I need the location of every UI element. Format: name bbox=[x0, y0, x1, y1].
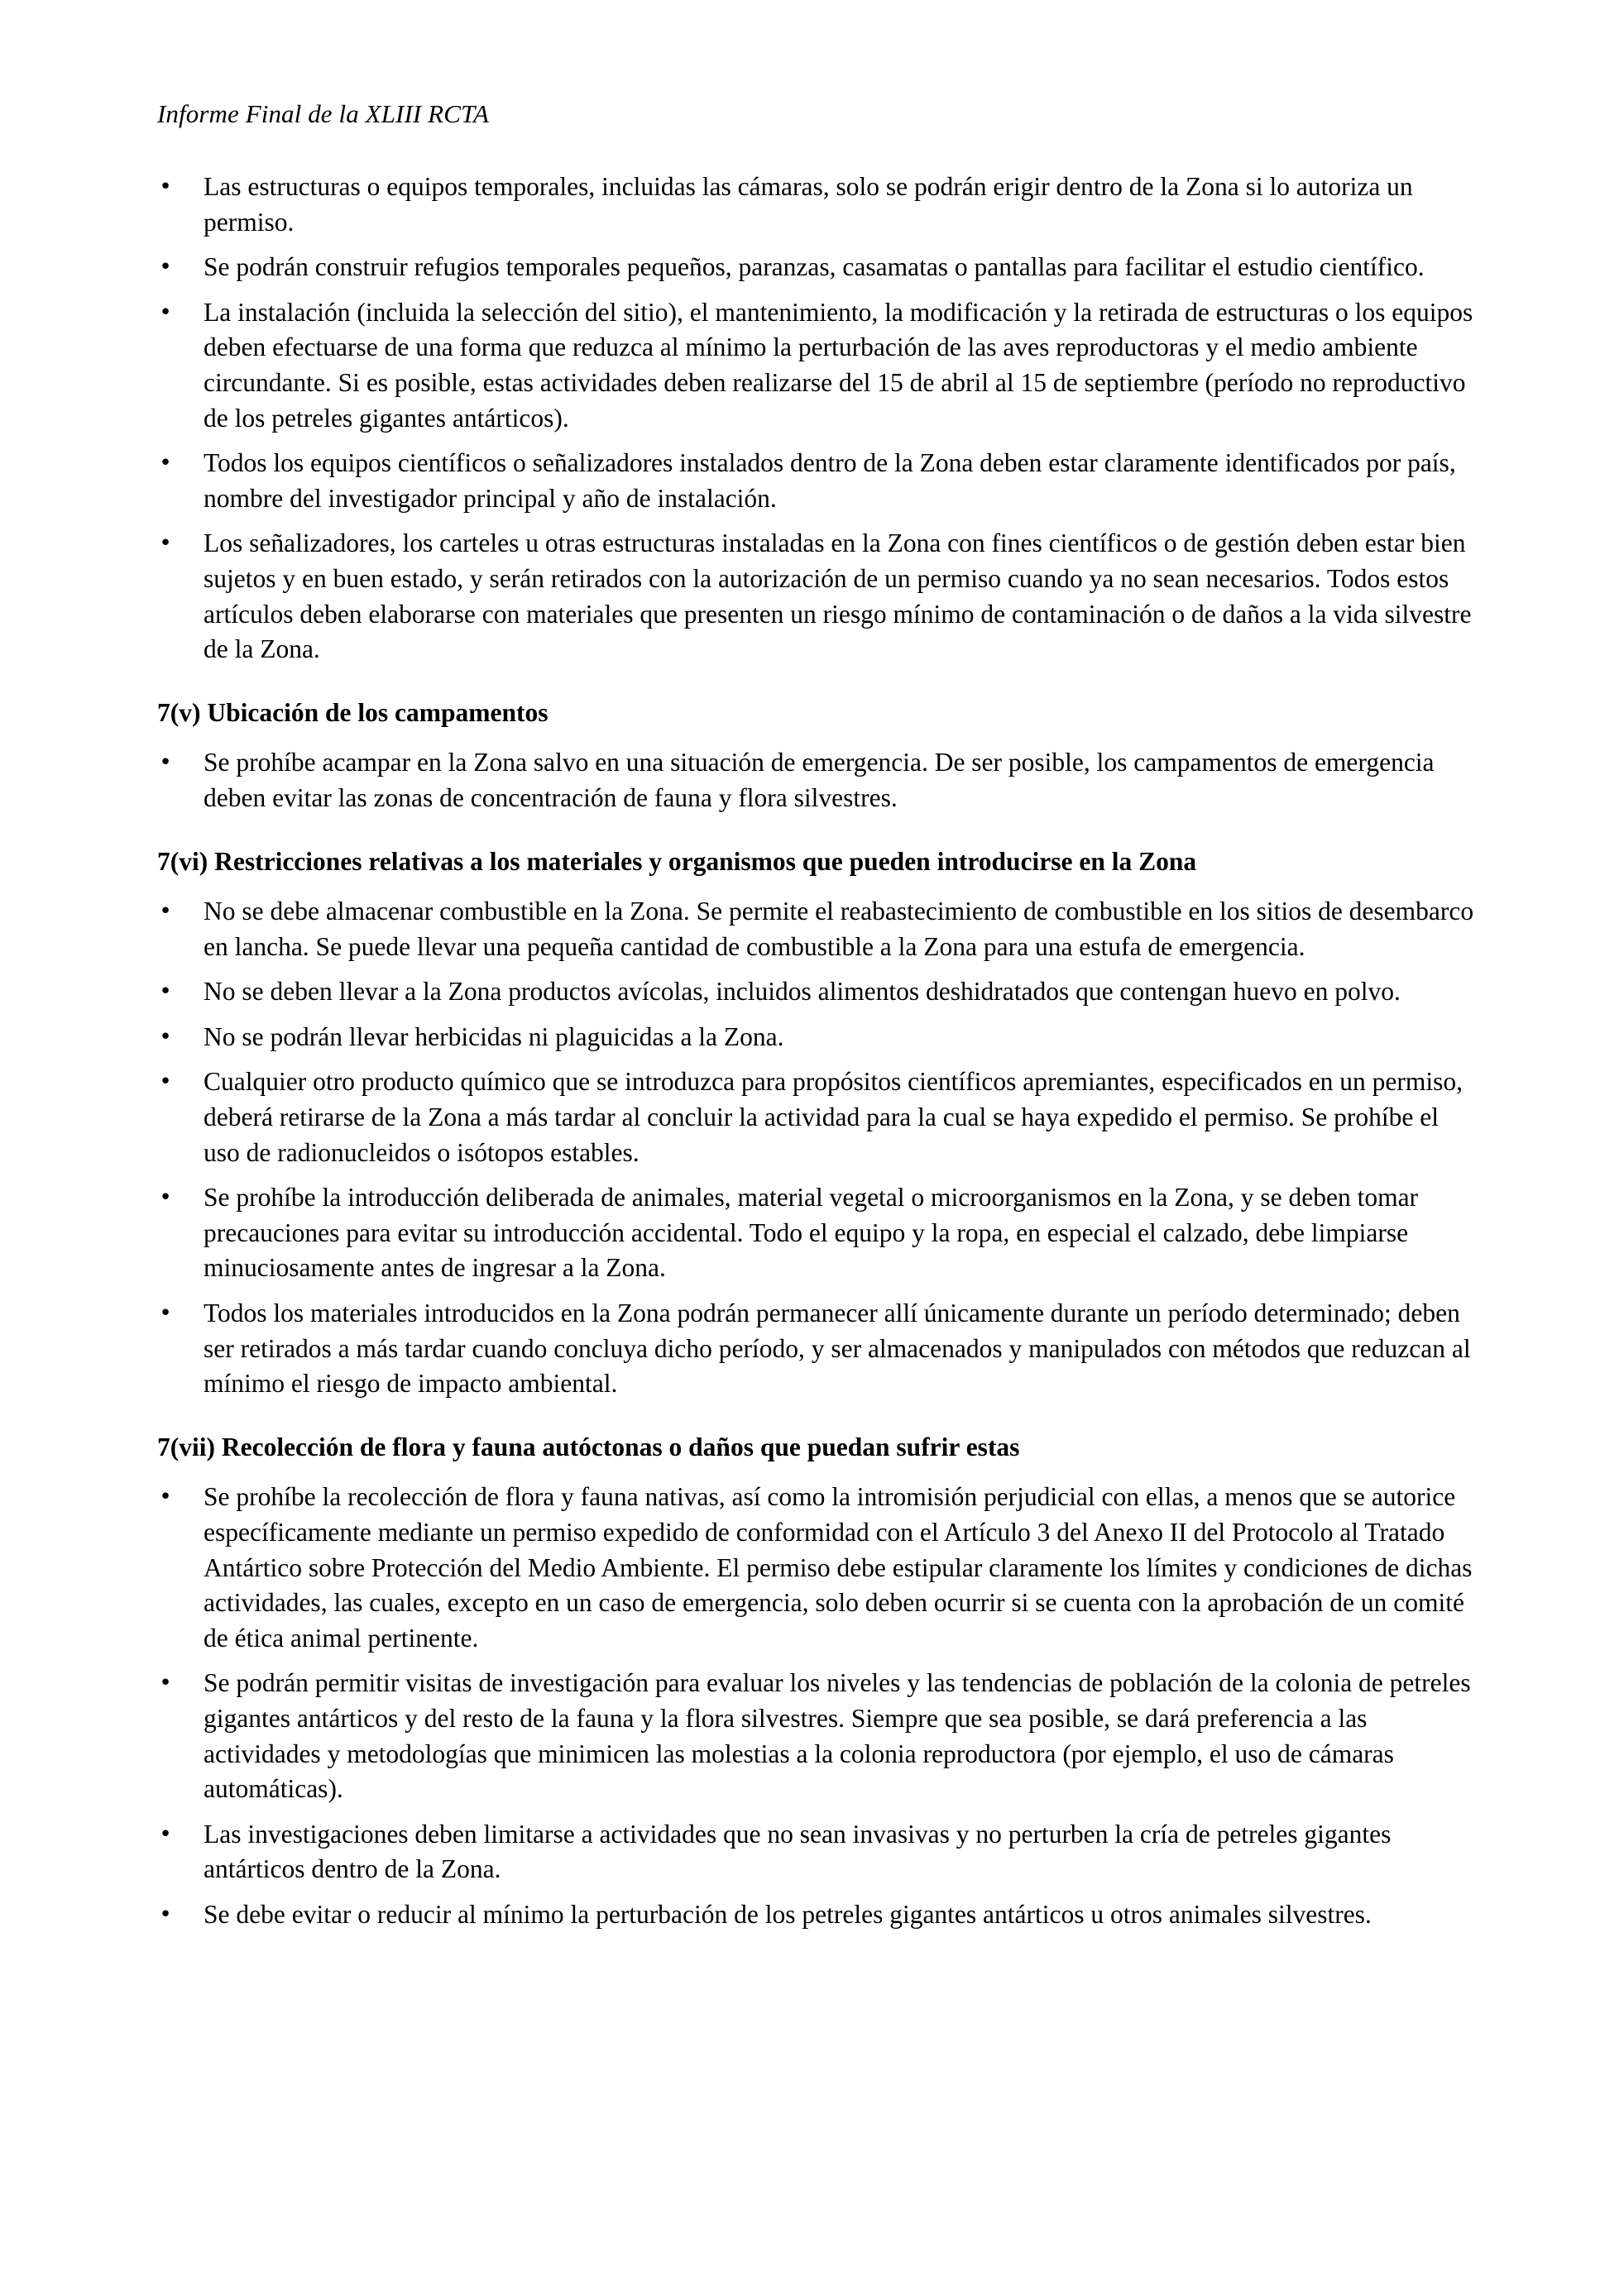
list-item-text: Se prohíbe la introducción deliberada de animales, material vegetal o microorganismos en la Zona, y se deben tomar precauciones para evitar su introducción accidental. Todo el equipo y la ropa, en especial el calzado, debe limpiarse minuciosamente antes de ingresar a la Zona. bbox=[204, 1183, 1419, 1283]
list-item bbox=[157, 1020, 1481, 1055]
list-item-text: No se deben llevar a la Zona productos avícolas, incluidos alimentos deshidratados que contengan huevo en polvo. bbox=[204, 977, 1401, 1007]
bullet-icon: • bbox=[159, 531, 172, 557]
list-item bbox=[157, 170, 1481, 240]
list-item-text: Se podrán permitir visitas de investigación para evaluar los niveles y las tendencias de población de la colonia de petreles gigantes antárticos y del resto de la fauna y la flora silvestres. Siempre que sea posible, se dará preferencia a las actividades y metodologías que minimicen las molestias a la colonia reproductora (por ejemplo, el uso de cámaras automáticas). bbox=[204, 1668, 1471, 1804]
section-materials-restrictions bbox=[157, 844, 1481, 1402]
section-structures bbox=[157, 170, 1481, 667]
list-item bbox=[157, 1666, 1481, 1806]
section-heading: 7(vi) Restricciones relativas a los materiales y organismos que pueden introducirse en la Zona bbox=[157, 846, 1197, 876]
list-item bbox=[157, 745, 1481, 816]
document-body bbox=[157, 170, 1481, 1943]
list-item-text: Todos los materiales introducidos en la Zona podrán permanecer allí únicamente durante un período determinado; deben ser retirados a más tardar cuando concluya dicho período, y ser almacenados y manipulados con métodos que reduzcan al mínimo el riesgo de impacto ambiental. bbox=[204, 1299, 1471, 1399]
list-item bbox=[157, 446, 1481, 516]
list-item bbox=[157, 1296, 1481, 1402]
bullet-icon: • bbox=[159, 899, 172, 925]
list-item bbox=[157, 1064, 1481, 1170]
bullet-icon: • bbox=[159, 175, 172, 199]
bullet-list bbox=[157, 894, 1481, 1402]
bullet-icon: • bbox=[159, 1301, 172, 1327]
list-item bbox=[157, 1817, 1481, 1887]
bullet-icon: • bbox=[159, 1485, 172, 1510]
list-item-text: Cualquier otro producto químico que se introduzca para propósitos científicos apremiantes, especificados en un permiso, deberá retirarse de la Zona a más tardar al concluir la actividad para la cual se haya expedido el permiso. Se prohíbe el uso de radionucleidos o isótopos estables. bbox=[204, 1067, 1464, 1167]
bullet-icon: • bbox=[159, 1185, 172, 1211]
list-item-text: No se debe almacenar combustible en la Zona. Se permite el reabastecimiento de combustible en los sitios de desembarco en lancha. Se puede llevar una pequeña cantidad de combustible a la Zona para una estufa de emergencia. bbox=[204, 897, 1474, 961]
list-item-text: Se prohíbe acampar en la Zona salvo en una situación de emergencia. De ser posible, los campamentos de emergencia deben evitar las zonas de concentración de fauna y flora silvestres. bbox=[204, 748, 1435, 812]
bullet-icon: • bbox=[159, 451, 172, 476]
bullet-icon: • bbox=[159, 1069, 172, 1095]
bullet-icon: • bbox=[159, 1821, 172, 1847]
section-flora-fauna bbox=[157, 1430, 1481, 1933]
list-item-text: Se podrán construir refugios temporales pequeños, paranzas, casamatas o pantallas para facilitar el estudio científico. bbox=[204, 252, 1425, 282]
list-item-text: Los señalizadores, los carteles u otras estructuras instaladas en la Zona con fines científicos o de gestión deben estar bien sujetos y en buen estado, y serán retirados con la autorización de un permiso cuando ya no sean necesarios. Todos estos artículos deben elaborarse con materiales que presenten un riesgo mínimo de contaminación o de daños a la vida silvestre de la Zona. bbox=[204, 529, 1472, 664]
list-item bbox=[157, 1480, 1481, 1656]
section-heading: 7(vii) Recolección de flora y fauna autóctonas o daños que puedan sufrir estas bbox=[157, 1432, 1020, 1461]
list-item-text: Se prohíbe la recolección de flora y fauna nativas, así como la intromisión perjudicial con ellas, a menos que se autorice específicamente mediante un permiso expedido de conformidad con el Artículo 3 del Anexo II del Protocolo al Tratado Antártico sobre Protección del Medio Ambiente. El permiso debe estipular claramente los límites y condiciones de dichas actividades, las cuales, excepto en un caso de emergencia, solo deben ocurrir si se cuenta con la aprobación de un comité de ética animal pertinente. bbox=[204, 1482, 1473, 1653]
section-heading: 7(v) Ubicación de los campamentos bbox=[157, 697, 549, 727]
bullet-list bbox=[157, 1480, 1481, 1932]
list-item bbox=[157, 1897, 1481, 1933]
bullet-icon: • bbox=[159, 1024, 172, 1050]
bullet-list bbox=[157, 745, 1481, 816]
list-item-text: Las investigaciones deben limitarse a actividades que no sean invasivas y no perturben la cría de petreles gigantes antárticos dentro de la Zona. bbox=[204, 1819, 1392, 1884]
bullet-icon: • bbox=[159, 979, 172, 1005]
bullet-icon: • bbox=[159, 1901, 172, 1927]
list-item-text: No se podrán llevar herbicidas ni plaguicidas a la Zona. bbox=[204, 1021, 784, 1051]
list-item bbox=[157, 1180, 1481, 1286]
list-item-text: Las estructuras o equipos temporales, incluidas las cámaras, solo se podrán erigir dentro de la Zona si lo autoriza un permiso. bbox=[204, 172, 1413, 237]
section-camp-location bbox=[157, 696, 1481, 816]
list-item bbox=[157, 250, 1481, 285]
bullet-icon: • bbox=[159, 255, 172, 280]
list-item bbox=[157, 894, 1481, 964]
list-item bbox=[157, 295, 1481, 436]
bullet-icon: • bbox=[159, 299, 172, 325]
list-item bbox=[157, 526, 1481, 667]
bullet-icon: • bbox=[159, 750, 172, 776]
list-item-text: La instalación (incluida la selección del sitio), el mantenimiento, la modificación y la retirada de estructuras o los equipos deben efectuarse de una forma que reduzca al mínimo la perturbación de las aves reproductoras y el medio ambiente circundante. Si es posible, estas actividades deben realizarse del 15 de abril al 15 de septiembre (período no reproductivo de los petreles gigantes antárticos). bbox=[204, 297, 1473, 433]
bullet-list bbox=[157, 170, 1481, 667]
list-item-text: Se debe evitar o reducir al mínimo la perturbación de los petreles gigantes antárticos u otros animales silvestres. bbox=[204, 1899, 1372, 1929]
bullet-icon: • bbox=[159, 1671, 172, 1696]
running-header: Informe Final de la XLIII RCTA bbox=[157, 99, 490, 128]
list-item bbox=[157, 974, 1481, 1010]
list-item-text: Todos los equipos científicos o señalizadores instalados dentro de la Zona deben estar claramente identificados por país, nombre del investigador principal y año de instalación. bbox=[204, 448, 1456, 513]
